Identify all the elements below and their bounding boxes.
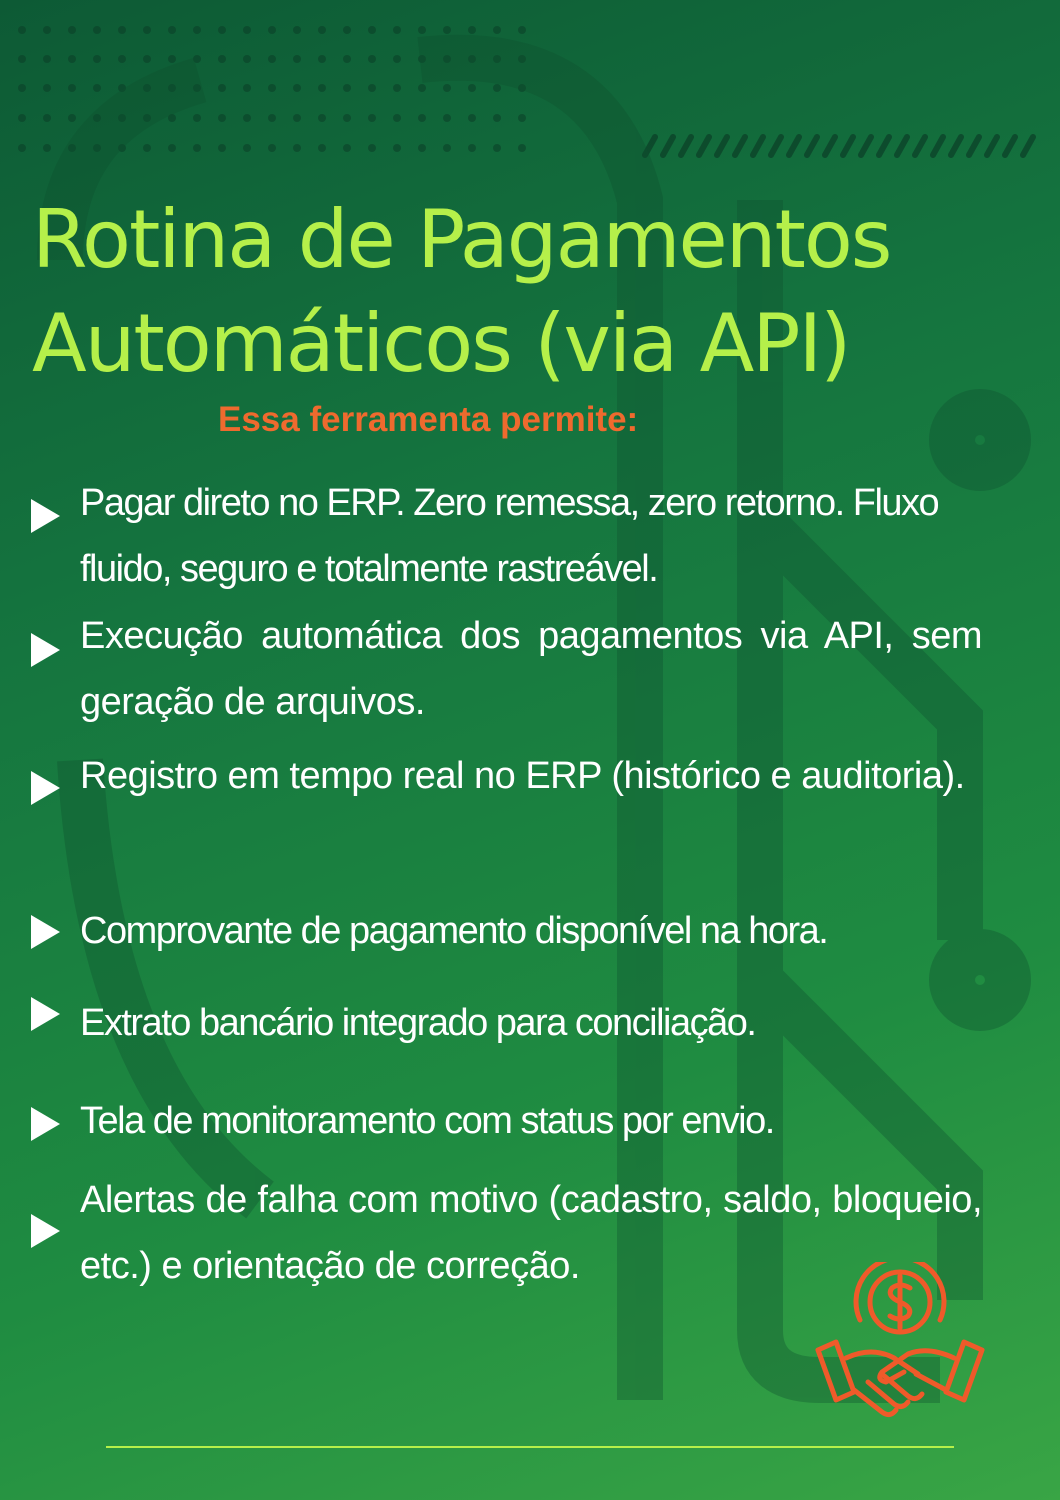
list-item-text: Execução automática dos pagamentos via API, sem geração de arquivos. xyxy=(80,615,982,723)
play-arrow-icon xyxy=(31,771,60,805)
subtitle: Essa ferramenta permite: xyxy=(218,400,639,439)
play-arrow-icon xyxy=(31,997,60,1031)
title-line-1: Rotina de Pagamentos xyxy=(32,193,891,286)
list-item-text: Registro em tempo real no ERP (histórico e auditoria). xyxy=(80,755,965,797)
play-arrow-icon xyxy=(31,1214,60,1248)
page-title xyxy=(32,188,1032,396)
play-arrow-icon xyxy=(31,499,60,533)
money-handshake-icon xyxy=(812,1262,988,1430)
title-line-2: Automáticos (via API) xyxy=(32,297,850,390)
hatch-lines xyxy=(645,137,1033,155)
play-arrow-icon xyxy=(31,915,60,949)
list-item-text: Alertas de falha com motivo (cadastro, saldo, bloqueio, etc.) e orientação de correção. xyxy=(80,1179,982,1287)
list-item-text: Pagar direto no ERP. Zero remessa, zero retorno. Fluxo fluido, seguro e totalmente rastreável. xyxy=(80,482,939,590)
list-item-text: Comprovante de pagamento disponível na hora. xyxy=(80,910,828,952)
list-item-text: Tela de monitoramento com status por envio. xyxy=(80,1100,774,1142)
list-item-text: Extrato bancário integrado para conciliação. xyxy=(80,1002,756,1044)
play-arrow-icon xyxy=(31,1107,60,1141)
footer-divider xyxy=(106,1446,954,1448)
play-arrow-icon xyxy=(31,633,60,667)
